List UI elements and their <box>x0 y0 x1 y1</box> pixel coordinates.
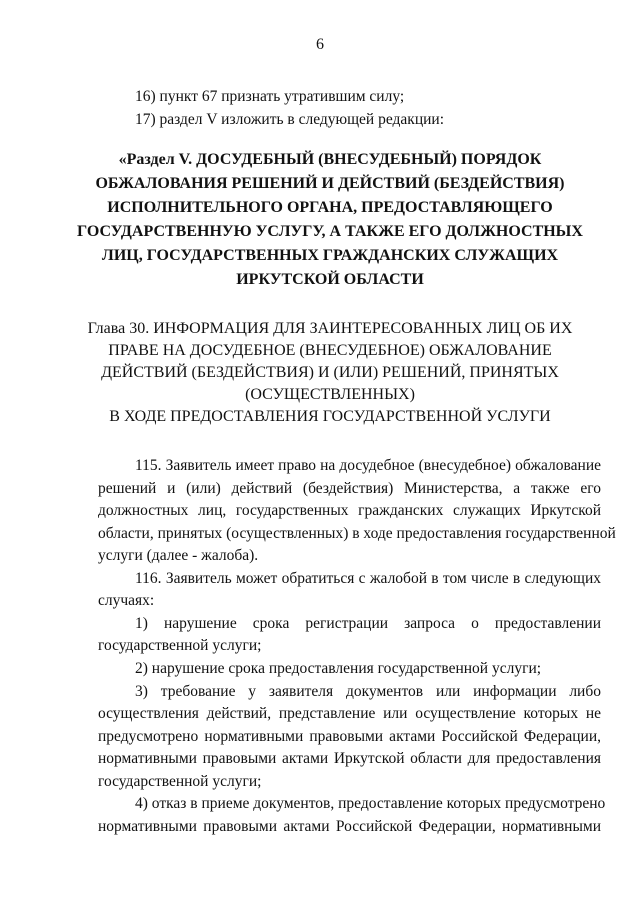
section-title-line: ИСПОЛНИТЕЛЬНОГО ОРГАНА, ПРЕДОСТАВЛЯЮЩЕГО <box>107 199 553 216</box>
chapter-title-line: Глава 30. ИНФОРМАЦИЯ ДЛЯ ЗАИНТЕРЕСОВАННЫХ ЛИЦ ОБ ИХ <box>87 320 573 337</box>
body-line: решений и (или) действий (бездействия) Министерства, а также его <box>98 480 601 497</box>
body-line: 4) отказ в приеме документов, предоставление которых предусмотрено <box>135 795 606 812</box>
section-title-line: ЛИЦ, ГОСУДАРСТВЕННЫХ ГРАЖДАНСКИХ СЛУЖАЩИХ <box>101 247 559 264</box>
body-line: 1) нарушение срока регистрации запроса о предоставлении <box>135 615 601 632</box>
page-number: 6 <box>316 36 324 53</box>
body-line: услуги (далее - жалоба). <box>98 547 259 564</box>
body-line: государственной услуги; <box>98 637 262 654</box>
body-line: 3) требование у заявителя документов или информации либо <box>135 683 601 700</box>
chapter-title <box>60 318 600 428</box>
section-title-line: ИРКУТСКОЙ ОБЛАСТИ <box>236 271 424 288</box>
body-line: должностных лиц, государственных гражданских служащих Иркутской <box>98 502 601 519</box>
body-line: области, принятых (осуществленных) в ходе предоставления государственной <box>98 525 616 542</box>
body-line: нормативными правовыми актами Российской Федерации, нормативными <box>98 818 601 835</box>
section-title-line: ОБЖАЛОВАНИЯ РЕШЕНИЙ И ДЕЙСТВИЙ (БЕЗДЕЙСТВИЯ) <box>95 175 565 192</box>
chapter-title-line: В ХОДЕ ПРЕДОСТАВЛЕНИЯ ГОСУДАРСТВЕННОЙ УСЛУГИ <box>109 408 551 425</box>
intro-line: 16) пункт 67 признать утратившим силу; <box>135 88 405 105</box>
body-line: 2) нарушение срока предоставления государственной услуги; <box>135 660 542 677</box>
body-line: предусмотрено нормативными правовыми актами Российской Федерации, <box>98 728 601 745</box>
body-line: государственной услуги; <box>98 773 262 790</box>
body-line: осуществления действий, представление или осуществление которых не <box>98 705 601 722</box>
body-line: случаях: <box>98 592 155 609</box>
section-title-line: ГОСУДАРСТВЕННУЮ УСЛУГУ, А ТАКЖЕ ЕГО ДОЛЖНОСТНЫХ <box>77 223 583 240</box>
section-title-line: «Раздел V. ДОСУДЕБНЫЙ (ВНЕСУДЕБНЫЙ) ПОРЯДОК <box>118 151 542 168</box>
body-line: 116. Заявитель может обратиться с жалобой в том числе в следующих <box>135 570 601 587</box>
intro-line: 17) раздел V изложить в следующей редакции: <box>135 111 445 128</box>
section-title <box>60 148 600 292</box>
chapter-title-line: ПРАВЕ НА ДОСУДЕБНОЕ (ВНЕСУДЕБНОЕ) ОБЖАЛОВАНИЕ <box>108 342 552 359</box>
body-line: нормативными правовыми актами Иркутской области для предоставления <box>98 750 601 767</box>
body-line: 115. Заявитель имеет право на досудебное (внесудебное) обжалование <box>135 457 601 474</box>
chapter-title-line: ДЕЙСТВИЙ (БЕЗДЕЙСТВИЯ) И (ИЛИ) РЕШЕНИЙ, ПРИНЯТЫХ <box>101 364 559 381</box>
chapter-title-line: (ОСУЩЕСТВЛЕННЫХ) <box>245 386 415 403</box>
